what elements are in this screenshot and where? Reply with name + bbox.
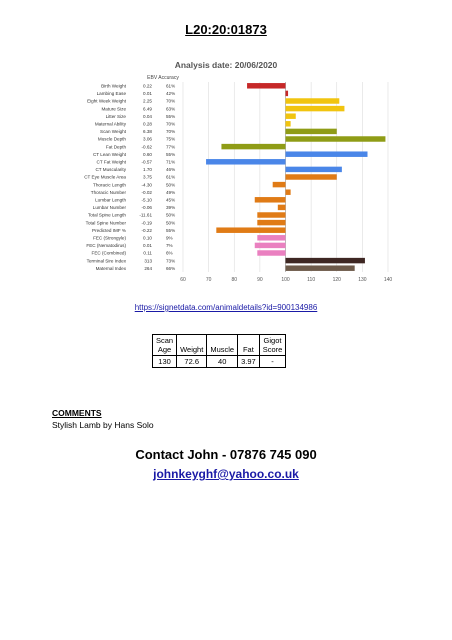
header-gigot-score: Gigot Score xyxy=(259,335,286,356)
trait-label: Birth Weight xyxy=(101,83,126,89)
ebv-value: -4.30 xyxy=(141,182,152,188)
ebv-bar xyxy=(286,151,368,156)
trait-label: Eight Week Weight xyxy=(87,98,126,104)
accuracy-value: 9% xyxy=(166,235,173,241)
stats-header-row xyxy=(153,335,286,356)
ebv-bar-chart xyxy=(0,70,452,298)
header-fat: Fat xyxy=(238,335,260,356)
x-tick-label: 130 xyxy=(358,277,367,283)
ebv-bar xyxy=(257,220,285,225)
trait-label: Muscle Depth xyxy=(97,136,126,142)
header-weight: Weight xyxy=(177,335,207,356)
ebv-value: 0.28 xyxy=(143,121,152,127)
ebv-bar xyxy=(247,83,285,88)
accuracy-value: 66% xyxy=(166,265,176,271)
accuracy-value: 61% xyxy=(166,174,176,180)
ebv-bar xyxy=(255,243,286,248)
ebv-value: 0.01 xyxy=(143,243,152,249)
value-weight: 72.6 xyxy=(177,356,207,368)
trait-label: Litter Size xyxy=(105,113,126,119)
ebv-value: 3.75 xyxy=(143,174,152,180)
x-tick-label: 90 xyxy=(257,277,263,283)
ebv-bar xyxy=(286,258,365,263)
ebv-value: 0.04 xyxy=(143,113,152,119)
ebv-bar xyxy=(286,129,337,134)
ebv-value: 264 xyxy=(144,265,152,271)
ebv-bar xyxy=(286,189,291,194)
ebv-value: -0.57 xyxy=(141,159,152,165)
trait-label: Total Spine Number xyxy=(85,220,126,226)
trait-label: Fat Depth xyxy=(105,144,126,150)
stats-table xyxy=(152,334,286,368)
value-gigot-score: - xyxy=(259,356,286,368)
ebv-bar xyxy=(257,235,285,240)
accuracy-value: 55% xyxy=(166,227,176,233)
trait-label: Terminal Sire Index xyxy=(86,258,126,264)
accuracy-value: 73% xyxy=(166,258,176,264)
ebv-value: 2.25 xyxy=(143,98,152,104)
ebv-bar xyxy=(286,106,345,111)
ebv-value: 6.49 xyxy=(143,106,152,112)
accuracy-value: 7% xyxy=(166,243,173,249)
accuracy-value: 71% xyxy=(166,159,176,165)
ebv-bar xyxy=(286,167,342,172)
accuracy-value: 42% xyxy=(166,91,176,97)
ebv-value: -11.61 xyxy=(139,212,152,218)
ebv-value: -0.22 xyxy=(141,227,152,233)
trait-label: CT Muscularity xyxy=(95,167,126,173)
ebv-bar xyxy=(216,227,285,232)
trait-label: FEC (Strongyle) xyxy=(93,235,126,241)
ebv-bar xyxy=(278,205,286,210)
ebv-value: -5.10 xyxy=(141,197,152,203)
trait-label: Lambing Ease xyxy=(96,91,126,97)
ebv-value: 313 xyxy=(144,258,152,264)
accuracy-value: 50% xyxy=(166,212,176,218)
accuracy-value: 6% xyxy=(166,250,173,256)
trait-label: Maternal Index xyxy=(95,265,126,271)
ebv-value: 0.01 xyxy=(143,91,152,97)
contact-line: Contact John - 07876 745 090 xyxy=(135,447,317,462)
trait-label: CT Eye Muscle Area xyxy=(84,174,126,180)
trait-label: Mature Size xyxy=(101,106,126,112)
trait-label: FEC (Combined) xyxy=(91,250,126,256)
accuracy-value: 70% xyxy=(166,129,176,135)
analysis-date: Analysis date: 20/06/2020 xyxy=(174,60,278,70)
x-tick-label: 100 xyxy=(281,277,290,283)
value-fat: 3.97 xyxy=(238,356,260,368)
accuracy-value: 55% xyxy=(166,113,176,119)
x-tick-label: 80 xyxy=(231,277,238,283)
trait-label: Maternal Ability xyxy=(94,121,126,127)
ebv-value: 0.11 xyxy=(143,250,152,256)
x-tick-label: 110 xyxy=(307,277,316,283)
contact-email-link[interactable]: johnkeyghf@yahoo.co.uk xyxy=(153,467,299,481)
accuracy-value: 45% xyxy=(166,197,176,203)
trait-label: FEC (Nematodirus) xyxy=(86,243,126,249)
ebv-value: -0.02 xyxy=(141,189,152,195)
value-scan-age: 130 xyxy=(153,356,177,368)
ebv-bar xyxy=(286,91,289,96)
x-tick-label: 70 xyxy=(205,277,212,283)
accuracy-value: 63% xyxy=(166,106,176,112)
document-title: L20:20:01873 xyxy=(185,22,267,37)
ebv-bar xyxy=(206,159,285,164)
ebv-value: -0.06 xyxy=(141,205,152,211)
comments-text: Stylish Lamb by Hans Solo xyxy=(52,420,154,430)
accuracy-value: 70% xyxy=(166,121,176,127)
ebv-bar xyxy=(286,265,355,270)
accuracy-value: 49% xyxy=(166,189,176,195)
stats-value-row xyxy=(153,356,286,368)
ebv-value: 6.38 xyxy=(143,129,152,135)
ebv-bar xyxy=(286,136,386,141)
x-tick-label: 140 xyxy=(383,277,393,283)
accuracy-value: 61% xyxy=(166,83,176,89)
trait-label: Lumbar Number xyxy=(92,205,126,211)
accuracy-value: 39% xyxy=(166,205,176,211)
accuracy-value: 70% xyxy=(166,98,176,104)
header-scan-age: Scan Age xyxy=(153,335,177,356)
x-tick-label: 60 xyxy=(180,277,186,283)
accuracy-value: 50% xyxy=(166,220,176,226)
trait-label: CT Lean Weight xyxy=(92,151,126,157)
trait-label: Thoracic Length xyxy=(93,182,126,188)
ebv-bar xyxy=(286,174,337,179)
ebv-bar xyxy=(257,250,285,255)
accuracy-value: 50% xyxy=(166,182,176,188)
trait-label: Scan Weight xyxy=(100,129,126,135)
ebv-value: 0.10 xyxy=(143,235,152,241)
ebv-bar xyxy=(286,121,291,126)
ebv-bar xyxy=(257,212,285,217)
ebv-bar xyxy=(255,197,286,202)
trait-label: Total Spine Length xyxy=(87,212,126,218)
ebv-value: 0.60 xyxy=(143,151,152,157)
animal-details-link[interactable]: https://signetdata.com/animaldetails?id=900134986 xyxy=(134,303,318,312)
accuracy-value: 46% xyxy=(166,167,176,173)
accuracy-value: 55% xyxy=(166,151,176,157)
ebv-value: -0.19 xyxy=(141,220,152,226)
accuracy-value: 77% xyxy=(166,144,176,150)
header-muscle: Muscle xyxy=(207,335,238,356)
trait-label: Lumbar Length xyxy=(95,197,126,203)
trait-label: Thoracic Number xyxy=(90,189,126,195)
comments-heading: COMMENTS xyxy=(52,408,102,418)
ebv-bar xyxy=(286,98,340,103)
ebv-bar xyxy=(286,113,296,118)
ebv-value: 1.70 xyxy=(143,167,152,173)
accuracy-value: 75% xyxy=(166,136,176,142)
ebv-bar xyxy=(273,182,286,187)
x-tick-label: 120 xyxy=(332,277,341,283)
trait-label: Predicted IMF % xyxy=(92,227,126,233)
ebv-value: 3.06 xyxy=(143,136,152,142)
ebv-value: 0.22 xyxy=(143,83,152,89)
ebv-bar xyxy=(221,144,285,149)
ebv-value: -0.62 xyxy=(141,144,152,150)
column-header-ebv-accuracy: EBV Accuracy xyxy=(147,75,179,81)
trait-label: CT Fat Weight xyxy=(96,159,126,165)
value-muscle: 40 xyxy=(207,356,238,368)
